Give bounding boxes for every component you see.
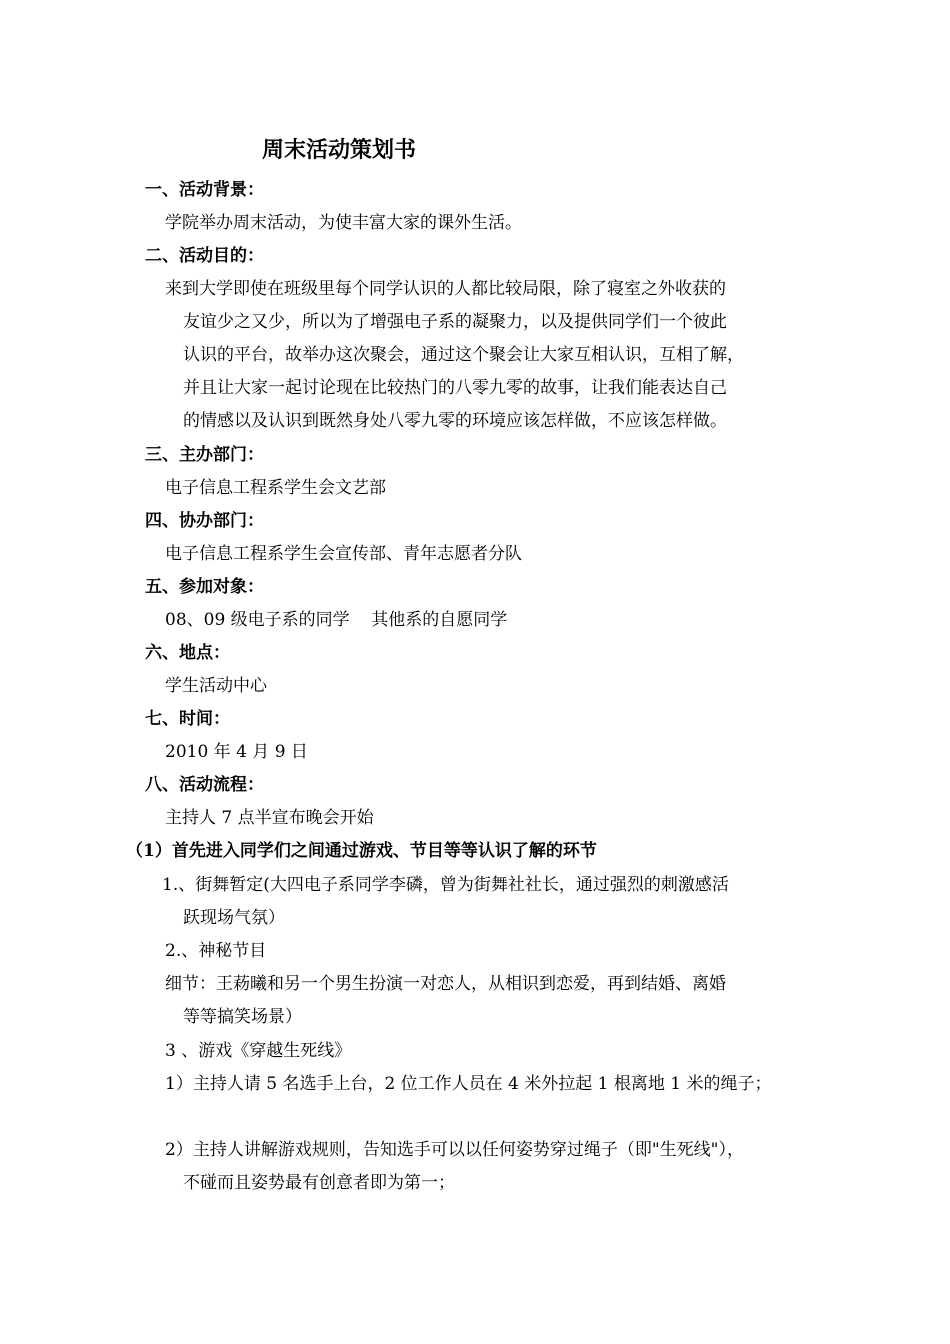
- section-heading-location: 六、地点：: [145, 643, 230, 663]
- process-item-1: 1.、街舞暂定(大四电子系同学李磷，曾为街舞社社长，通过强烈的刺激感活: [162, 875, 729, 895]
- section-body-organizer: 电子信息工程系学生会文艺部: [165, 478, 386, 498]
- purpose-line: 认识的平台，故举办这次聚会，通过这个聚会让大家互相认识，互相了解，: [183, 345, 744, 365]
- section-heading-time: 七、时间：: [145, 709, 230, 729]
- process-detail: 细节：王菞曦和另一个男生扮演一对恋人，从相识到恋爱，再到结婚、离婚: [165, 974, 726, 994]
- process-item-1-cont: 跃现场气氛）: [183, 908, 285, 928]
- section-heading-background: 一、活动背景：: [145, 180, 264, 200]
- section-heading-purpose: 二、活动目的：: [145, 246, 264, 266]
- section-body-background: 学院举办周末活动，为使丰富大家的课外生活。: [165, 213, 522, 233]
- section-heading-organizer: 三、主办部门：: [145, 445, 264, 465]
- process-item-3: 3 、游戏《穿越生死线》: [165, 1041, 352, 1061]
- game-step-2: 2）主持人讲解游戏规则，告知选手可以以任何姿势穿过绳子（即"生死线"），: [165, 1140, 744, 1160]
- purpose-line: 的情感以及认识到既然身处八零九零的环境应该怎样做，不应该怎样做。: [183, 411, 727, 431]
- section-body-co-organizer: 电子信息工程系学生会宣传部、青年志愿者分队: [165, 544, 522, 564]
- process-intro: 主持人 7 点半宣布晚会开始: [165, 808, 374, 828]
- game-step-1: 1）主持人请 5 名选手上台，2 位工作人员在 4 米外拉起 1 根离地 1 米的绳子；: [165, 1074, 772, 1094]
- game-step-2-cont: 不碰而且姿势最有创意者即为第一；: [183, 1173, 455, 1193]
- purpose-line: 并且让大家一起讨论现在比较热门的八零九零的故事，让我们能表达自己: [183, 378, 727, 398]
- process-phase-1: （1）首先进入同学们之间通过游戏、节目等等认识了解的环节: [126, 841, 597, 861]
- purpose-line: 友谊少之又少，所以为了增强电子系的凝聚力，以及提供同学们一个彼此: [183, 312, 727, 332]
- purpose-line: 来到大学即使在班级里每个同学认识的人都比较局限，除了寝室之外收获的: [165, 279, 726, 299]
- process-detail-cont: 等等搞笑场景）: [183, 1007, 302, 1027]
- document-title: 周末活动策划书: [262, 137, 417, 163]
- section-heading-co-organizer: 四、协办部门：: [145, 511, 264, 531]
- section-body-location: 学生活动中心: [165, 676, 267, 696]
- process-item-2: 2.、神秘节目: [165, 941, 267, 961]
- section-heading-participants: 五、参加对象：: [145, 577, 264, 597]
- section-heading-process: 八、活动流程：: [145, 775, 264, 795]
- section-body-participants: 08、09 级电子系的同学 其他系的自愿同学: [165, 610, 508, 630]
- section-body-time: 2010 年 4 月 9 日: [165, 742, 308, 762]
